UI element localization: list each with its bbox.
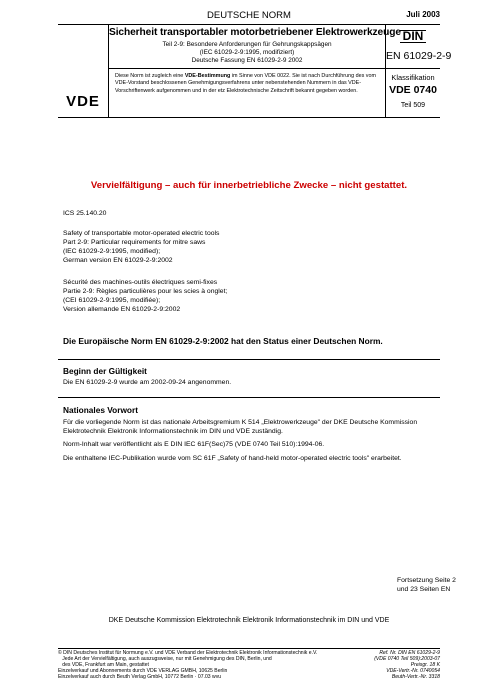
footer-reference xyxy=(340,651,440,681)
vde-logo-text: VDE xyxy=(66,93,100,110)
title-block xyxy=(58,25,452,118)
norm-series-label: DEUTSCHE NORM xyxy=(207,10,291,21)
english-title-line: (IEC 61029-2-9:1995, modified); xyxy=(63,247,161,255)
document-subtitle: Teil 2-9: Besondere Anforderungen für Gehrungskappsägen xyxy=(162,41,332,48)
english-title-block xyxy=(63,230,219,266)
vde-note-bold: VDE-Bestimmung xyxy=(184,73,231,79)
status-statement: Die Europäische Norm EN 61029-2-9:2002 hat den Status einer Deutschen Norm. xyxy=(63,336,383,346)
footer-copyright xyxy=(58,651,338,681)
din-logo xyxy=(386,27,440,45)
footer-rule xyxy=(58,648,440,649)
english-title-line: Part 2-9: Particular requirements for mitre saws xyxy=(63,238,206,246)
french-title-line: Version allemande EN 61029-2-9:2002 xyxy=(63,305,181,313)
vde-note-part2: im Sinne von VDE 0022. Sie ist nach Durchführung des vom VDE-Vorstand beschlossenen Genehmigungsverfahrens unter nebenstehenden Nummern in das VDE-Vorschriftenwerk aufgenommen und in der etz Elektrotechnische Zeitschrift bekannt gegeben worden. xyxy=(115,73,376,94)
issue-date: Juli 2003 xyxy=(406,10,440,19)
footer-ref-line: Beuth-Vertr.-Nr. 3318 xyxy=(391,673,440,680)
footer-line: Jede Art der Vervielfältigung, auch auszugsweise, nur mit Genehmigung des DIN, Berlin, und xyxy=(58,655,272,662)
classification-number: VDE 0740 xyxy=(389,84,437,96)
continuation-line: Fortsetzung Seite 2 xyxy=(397,577,456,584)
foreword-paragraph: Für die vorliegende Norm ist das nationale Arbeitsgremium K 514 „Elektrowerkzeuge" der DKE Deutsche Kommission Elektrotechnik Elektronik Informationstechnik im DIN und VDE zuständig. xyxy=(63,419,418,435)
foreword-paragraph: Die enthaltene IEC-Publikation wurde vom SC 61F „Safety of hand-held motor-operated electric tools" erarbeitet. xyxy=(63,455,402,462)
document-subtitle-iec: (IEC 61029-2-9:1995, modifiziert) xyxy=(199,49,295,56)
footer-ref-line: VDE-Vertr.-Nr. 0740054 xyxy=(386,667,440,674)
footer-ref-line: (VDE 0740 Teil 509):2003-07 xyxy=(374,655,440,662)
classification-part: Teil 509 xyxy=(400,102,426,109)
norm-number: EN 61029-2-9 xyxy=(386,50,452,62)
vde-note-part1: Diese Norm ist zugleich eine xyxy=(115,73,185,79)
footer-line: © DIN Deutsches Institut für Normung e.V. und VDE Verband der Elektrotechnik Elektronik Informationstechnik e.V. xyxy=(58,650,318,656)
french-title-line: Partie 2-9: Règles particulières pour les scies à onglet; xyxy=(63,287,228,295)
section-divider xyxy=(58,397,440,398)
french-title-line: Sécurité des machines-outils électriques semi-fixes xyxy=(63,279,218,286)
english-title-line: German version EN 61029-2-9:2002 xyxy=(63,256,173,264)
copy-warning: Vervielfältigung – auch für innerbetriebliche Zwecke – nicht gestattet. xyxy=(90,180,408,191)
title-cell xyxy=(109,25,401,69)
foreword-paragraph: Norm-Inhalt war veröffentlicht als E DIN IEC 61F(Sec)75 (VDE 0740 Teil 510):1994-06. xyxy=(63,441,325,448)
dke-line: DKE Deutsche Kommission Elektrotechnik Elektronik Informationstechnik im DIN und VDE xyxy=(108,617,390,624)
footer-line: Einzelverkauf auch durch Beuth Verlag GmbH, 10772 Berlin · 07.03 wvu xyxy=(58,673,222,680)
footer-ref-line: Ref. Nr. DIN EN 61029-2-9 xyxy=(379,650,440,656)
validity-text: Die EN 61029-2-9 wurde am 2002-09-24 angenommen. xyxy=(63,379,232,386)
classification-label: Klassifikation xyxy=(391,73,435,82)
section-divider xyxy=(58,359,440,360)
foreword-heading: Nationales Vorwort xyxy=(63,405,138,415)
classification-cell xyxy=(386,69,440,117)
ics-code: ICS 25.140.20 xyxy=(63,210,107,217)
din-logo-text: DIN xyxy=(400,30,427,43)
footer-ref-line: Preisgr. 18 K xyxy=(410,661,440,668)
document-subtitle-version: Deutsche Fassung EN 61029-2-9 2002 xyxy=(191,57,303,64)
continuation-note xyxy=(397,576,456,594)
vde-logo xyxy=(61,93,105,111)
validity-heading: Beginn der Gültigkeit xyxy=(63,366,147,376)
continuation-line: und 23 Seiten EN xyxy=(397,586,451,593)
vde-note-cell xyxy=(109,69,386,117)
english-title-line: Safety of transportable motor-operated electric tools xyxy=(63,230,220,237)
din-cell xyxy=(386,25,452,69)
footer-line: des VDE, Frankfurt am Main, gestattet xyxy=(58,661,149,668)
document-header xyxy=(58,10,440,24)
french-title-line: (CEI 61029-2-9:1995, modifiée); xyxy=(63,296,161,304)
document-title: Sicherheit transportabler motorbetriebener Elektrowerkzeuge xyxy=(109,27,401,38)
footer-line: Einzelverkauf und Abonnements durch VDE VERLAG GMBH, 10625 Berlin xyxy=(58,667,228,674)
french-title-block xyxy=(63,279,227,315)
vde-note xyxy=(115,73,381,95)
vde-logo-cell xyxy=(58,25,109,117)
